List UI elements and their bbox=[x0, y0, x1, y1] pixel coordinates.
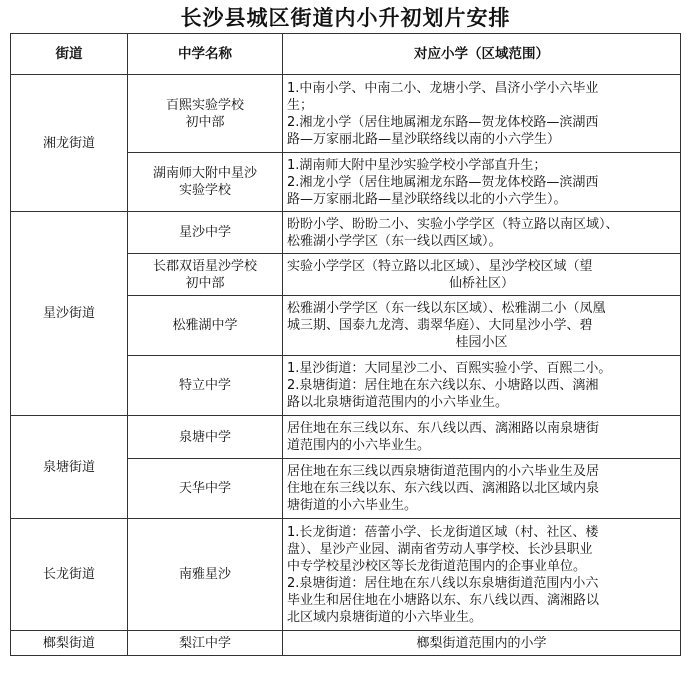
area-line: 仙桥社区） bbox=[448, 275, 514, 291]
area-line: 1.中南小学、中南二小、龙塘小学、昌济小学小六毕业 bbox=[287, 80, 599, 96]
area-line: 盘）、星沙产业园、湖南省劳动人事学校、长沙县职业 bbox=[287, 541, 593, 557]
school-name-line: 百熙实验学校 bbox=[165, 97, 244, 113]
area-line: 2.湘龙小学（居住地属湘龙东路—贺龙体校路—滨湖西 bbox=[287, 114, 599, 130]
area-line: 2.湘龙小学（居住地属湘龙东路—贺龙体校路—滨湖西 bbox=[287, 174, 599, 190]
area-line: 住地在东三线以东、东六线以西、漓湘路以北区域内泉 bbox=[287, 481, 600, 496]
area-line: 路以北泉塘街道范围内的小六毕业生。 bbox=[287, 395, 509, 410]
header-row bbox=[11, 34, 681, 75]
page-title: 长沙县城区街道内小升初划片安排 bbox=[180, 5, 511, 30]
area-line: 北区域内泉塘街道的小六毕业生。 bbox=[287, 609, 483, 625]
school-cell bbox=[128, 212, 283, 254]
header-school: 中学名称 bbox=[128, 34, 283, 75]
table-row bbox=[11, 75, 681, 153]
school-name-line: 南雅星沙 bbox=[178, 567, 231, 582]
area-line: 松雅湖小学学区（东一线以东区域）、松雅湖二小（凤凰 bbox=[287, 301, 606, 316]
street-cell: 湘龙街道 bbox=[11, 75, 128, 212]
school-cell bbox=[128, 631, 283, 656]
table-row bbox=[11, 631, 681, 656]
area-cell bbox=[283, 631, 681, 656]
school-name-line: 初中部 bbox=[185, 114, 225, 130]
area-line: 毕业生和居住地在小塘路以东、东八线以西、漓湘路以 bbox=[287, 592, 600, 608]
area-line: 1.星沙街道：大同星沙二小、百熙实验小学、百熙二小。 bbox=[287, 361, 612, 376]
table-row bbox=[11, 416, 681, 459]
school-name-line: 星沙中学 bbox=[178, 225, 231, 240]
school-cell bbox=[128, 254, 283, 296]
area-cell bbox=[283, 153, 681, 212]
area-line: 生； bbox=[287, 97, 314, 113]
area-line: 道范围内的小六毕业生。 bbox=[287, 438, 431, 453]
area-line: 路—万家丽北路—星沙联络线以北的小六学生）。 bbox=[287, 191, 567, 207]
header-street: 街道 bbox=[11, 34, 128, 75]
area-line: 城三期、国泰九龙湾、翡翠华庭）、大同星沙小学、碧 bbox=[287, 318, 593, 333]
street-cell: 长龙街道 bbox=[11, 519, 128, 631]
area-line: 松雅湖小学学区（东一线以西区域）。 bbox=[287, 233, 502, 249]
school-name-line: 天华中学 bbox=[178, 481, 231, 496]
area-line: 实验小学学区（特立路以北区域）、星沙学校区域（望 bbox=[287, 258, 593, 274]
area-cell bbox=[283, 75, 681, 153]
school-name-line: 初中部 bbox=[185, 275, 225, 291]
area-line: 路—万家丽北路—星沙联络线以南的小六学生） bbox=[287, 131, 561, 147]
school-cell bbox=[128, 153, 283, 212]
area-cell bbox=[283, 254, 681, 296]
table-row bbox=[11, 519, 681, 631]
area-line: 1.湖南师大附中星沙实验学校小学部直升生； bbox=[287, 157, 547, 173]
area-line: 居住地在东三线以东、东八线以西、漓湘路以南泉塘街 bbox=[287, 421, 600, 436]
table-row bbox=[11, 212, 681, 254]
school-name-line: 长郡双语星沙学校 bbox=[152, 258, 257, 274]
area-line: 1.长龙街道：蓓蕾小学、长龙街道区域（村、社区、楼 bbox=[287, 524, 599, 540]
school-cell bbox=[128, 459, 283, 519]
school-district-table bbox=[10, 33, 681, 656]
street-cell: 榔梨街道 bbox=[11, 631, 128, 656]
school-cell bbox=[128, 296, 283, 356]
school-name-line: 泉塘中学 bbox=[178, 429, 231, 445]
area-line: 2.泉塘街道：居住地在东八线以东泉塘街道范围内小六 bbox=[287, 575, 599, 591]
school-cell bbox=[128, 416, 283, 459]
area-line: 盼盼小学、盼盼二小、实验小学学区（特立路以南区域）、 bbox=[287, 216, 619, 232]
street-cell: 星沙街道 bbox=[11, 212, 128, 416]
area-line: 塘街道的小六毕业生。 bbox=[287, 498, 418, 513]
school-name-line: 特立中学 bbox=[178, 378, 231, 393]
area-cell bbox=[283, 416, 681, 459]
area-line: 2.泉塘街道：居住地在东六线以东、小塘路以西、漓湘 bbox=[287, 378, 599, 393]
area-cell bbox=[283, 296, 681, 356]
area-cell bbox=[283, 519, 681, 631]
area-cell bbox=[283, 459, 681, 519]
header-area: 对应小学（区域范围） bbox=[283, 34, 681, 75]
school-cell bbox=[128, 356, 283, 416]
area-line: 中专学校星沙校区等长龙街道范围内的企事业单位。 bbox=[287, 558, 587, 574]
school-name-line: 梨江中学 bbox=[178, 635, 231, 651]
school-name-line: 湖南师大附中星沙 bbox=[152, 166, 257, 181]
area-line: 桂园小区 bbox=[455, 335, 508, 350]
school-name-line: 松雅湖中学 bbox=[172, 318, 238, 333]
street-cell: 泉塘街道 bbox=[11, 416, 128, 519]
area-line: 榔梨街道范围内的小学 bbox=[416, 635, 547, 651]
area-cell bbox=[283, 212, 681, 254]
area-cell bbox=[283, 356, 681, 416]
school-cell bbox=[128, 75, 283, 153]
school-name-line: 实验学校 bbox=[178, 183, 231, 198]
school-cell bbox=[128, 519, 283, 631]
area-line: 居住地在东三线以西泉塘街道范围内的小六毕业生及居 bbox=[287, 464, 600, 479]
